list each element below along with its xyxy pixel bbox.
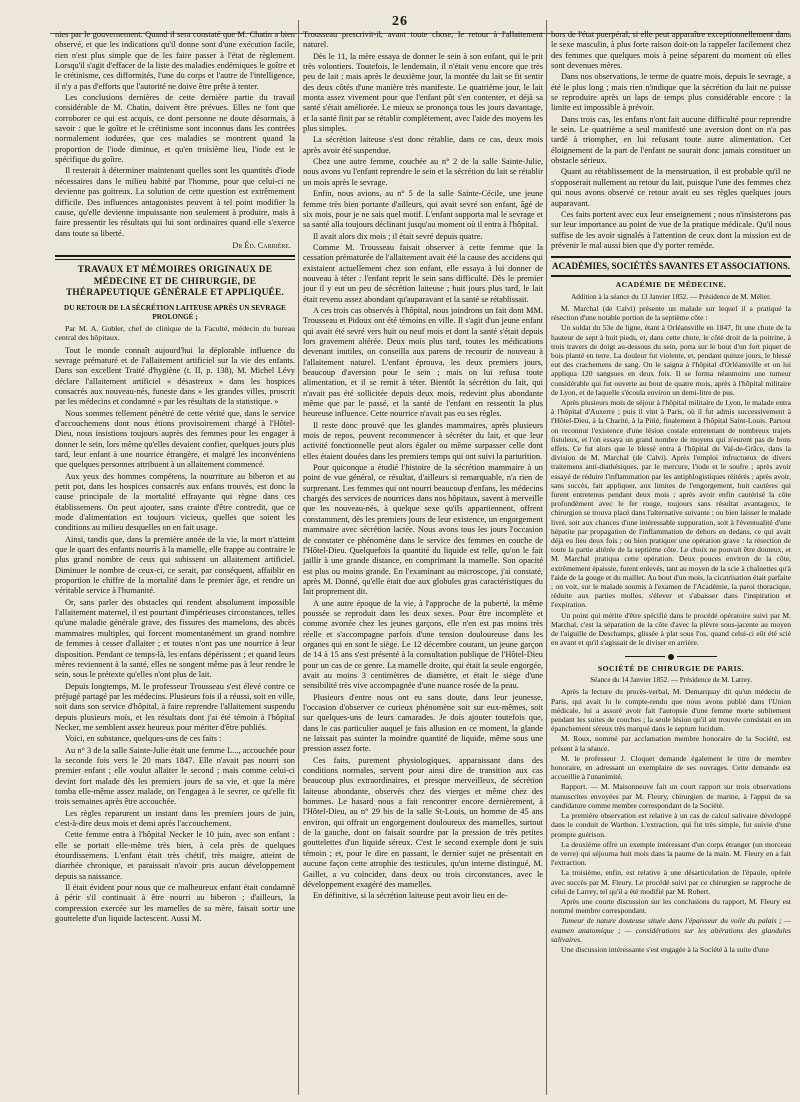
paragraph: Tumeur de nature douteuse située dans l'épaisseur du voile du palais ; — examen anatomique ; — considérations sur les altérations des glandules salivaires.	[551, 916, 791, 944]
column-1	[55, 30, 295, 1098]
paragraph: Tout le monde connaît aujourd'hui la déplorable influence du sevrage prématuré et de l'allaitement artificiel sur la vie des enfants. Dans son excellent Traité d'hygiène (t. II, p. 138), M. Michel Lévy déclare l'allaitement artificiel « désastreux » dans les hospices consacrés aux nouveau-nés, funeste dans » les grandes villes, proscrit par les médecins et condamné » par les résultats de la statistique. »	[55, 345, 295, 407]
paragraph: Dès le 11, la mère essaya de donner le sein à son enfant, qui le prit très volontiers. Toutefois, le lendemain, il n'était venu encore que très peu de lait ; mais après le deuxième jour, la montée du lait se fit sentir des deux côtés d'une manière très manifeste. Le quatrième jour, le lait monta assez vivement pour que l'enfant pût s'en contenter, et déjà sa santé s'était améliorée. Le mieux se prononça tous les jours davantage, et la santé finit par se rétablir complètement, avec l'aide des moyens les plus simples.	[303, 51, 543, 134]
paragraph: M. Marchal (de Calvi) présente un malade sur lequel il a pratiqué la résection d'une notable portion de la septième côte :	[551, 303, 791, 323]
paragraph: A une autre époque de la vie, à l'approche de la puberté, la même poussée se reproduit dans les deux sexes. Pour être incomplète et comme avortée chez les jeunes garçons, elle n'en est pas moins très réelle et s'accompagne parfois d'une tension douloureuse dans les organes qui en sont le siège. Le 12 décembre courant, un jeune garçon de 14 à 15 ans s'est présenté à la consultation publique de l'Hôtel-Dieu pour un cas de ce genre. La mamelle droite, qui était la seule engorgée, avait au moins 3 centimètres de diamètre, et était le siège d'une sensibilité très vive accompagnée d'une nuance rosée de la peau.	[303, 598, 543, 691]
paragraph: Après la lecture du procès-verbal, M. Demarquay dit qu'un médecin de Paris, qui avait lu le compte-rendu que nous avons publié dans l'Union médicale, lui a assuré avoir fait l'autopsie d'une femme morte subitement pendant les suites de couches ; la seule lésion qu'il ait trouvée consistait en un épanchement séreux très marqué dans le septum lucidum.	[551, 687, 791, 734]
academy-report	[551, 304, 791, 648]
paragraph: Après une courte discussion sur les conclusions du rapport, M. Fleury est nommé membre correspondant.	[551, 896, 791, 916]
paragraph: Trousseau prescrivit-il, avant toute chose, le retour à l'allaitement naturel.	[303, 30, 543, 50]
paragraph: Ainsi, tandis que, dans la première année de la vie, la mort n'atteint que le quart des enfants nourris à la mamelle, elle frappe au contraire le plus grand nombre de ceux qui subissent un allaitement artificiel. Diminuer le nombre de ceux-ci, ce serait, par conséquent, affaiblir en proportion le chiffre de la mortalité dans le premier âge, et rendre un véritable service à l'humanité.	[55, 534, 295, 596]
paragraph: Un point qui mérite d'être spécifié dans le procédé opératoire suivi par M. Marchal, c'est la séparation de la côte d'avec la plèvre sous-jacente au moyen de l'aiguille de Deschamps, glissée à plat sous l'os, quand celui-ci eût été scié en avant et qu'il s'agissait de le diviser en arrière.	[551, 610, 791, 648]
paragraph: Cette femme entra à l'hôpital Necker le 10 juin, avec son enfant : elle se portait elle-même très bien, à cela près de quelques étourdissemens. L'enfant était très chétif, très maigre, atteint de diarrhée chronique, et paraissait n'avoir pris aucun développement depuis sa naissance.	[55, 830, 295, 881]
column-divider	[298, 20, 299, 1095]
paragraph: Depuis longtemps, M. le professeur Trousseau s'est élevé contre ce préjugé partagé par les médecins. Plusieurs fois il a réussi, soit en ville, soit dans son service d'hôpital, à faire reprendre l'allaitement suspendu depuis plusieurs mois, et les résultats dont j'ai été témoin à l'hôpital Necker, me semblent assez heureux pour mériter d'être publiés.	[55, 681, 295, 732]
column-3	[551, 30, 791, 1098]
paragraph: Après plusieurs mois de séjour à l'hôpital militaire de Lyon, le malade entra à l'hôpital d'Auxerre ; puis il vint à Paris, où il fut admis successivement à l'Hôtel-Dieu, à la Charité, à la Pitié, finalement à l'hôpital Saint-Louis. Partout on reconnut l'existence d'une lésion costale entretenant de nombreux trajets fistuleux, et l'on essaya un grand nombre de moyens qui n'eurent pas de bons effets. Ce fut alors que le blessé entra à l'hôpital du Val-de-Grâce, dans la division de M. Marchal (de Calvi). Après l'emploi infructueux de divers traitemens anti-diathésiques, par le mercure, l'iode et le soufre ; après avoir essayé de réduire l'inflammation par les antiphlogistiques réitérés ; après avoir, sans succès, fait appliquer, aux limites de l'engorgement, huit cautères qui furent entretenus pendant deux mois ; après avoir enfin cautérisé la côte profondément avec le fer rouge, toujours sans résultat avantageux, le chirurgien se trouva placé dans l'alternative suivante : ou bien laisser le malade livré, soit aux chances d'une intéressable suppuration, soit à l'éventualité d'une hépatite par propagation de l'inflammation de dehors en dedans, ce qui avait déjà eu lieu deux fois ; ou bien pratiquer une opération grave : la résection de toute la partie altérée de la septième côte. Le choix ne pouvait être douteux, et M. Marchal pratiqua cette opération. Deux pouces environ de la côte, extrêmement épaissie, furent enlevés, tant au moyen de la scie à chaînettes qu'à l'aide de la gouge et du maillet. Au bout d'un mois, la cicatrisation était parfaite ; on voit, sur le malade soumis à l'examen de l'Académie, la paroi thoracique, réduite aux parties molles, s'élever et s'abaisser dans l'inspiration et l'expiration.	[551, 397, 791, 610]
society-title: SOCIÉTÉ DE CHIRURGIE DE PARIS.	[597, 663, 745, 673]
paragraph: La première observation est relative à un cas de calcul salivaire développé dans le conduit de Warthon. L'extraction, qui fut très simple, fut suivie d'une prompte guérison.	[551, 811, 791, 839]
paragraph: Aux yeux des hommes compétens, la nourriture au biberon et au petit pot, dans les hospices consacrés aux enfans trouvés, est donc la cause principale de la mortalité effrayante qui règne dans ces établissemens. On peut ajouter, sans crainte d'être contredit, que ce mode d'alimentation est toujours vicieux, quelles que soient les conditions au milieu desquelles on en fait usage.	[55, 471, 295, 533]
paragraph: Une discussion intéressante s'est engagée à la Société à la suite d'une	[561, 944, 769, 954]
paragraph: Nous sommes tellement pénétré de cette vérité que, dans le service d'accouchemens dont nous étions provisoirement chargé à l'Hôtel-Dieu, nous insistions toujours auprès des femmes pour les engager à donner le sein, lors même qu'elles devaient confier, quelques jours plus tard, leur enfant à une nourrice étrangère, et malgré les inconvéniens que quelques personnes attribuent à un allaitement commencé.	[55, 408, 295, 470]
paragraph: Au n° 3 de la salle Sainte-Julie était une femme L..., accouchée pour la seconde fois vers le 20 mars 1847. Elle n'avait pas nourri son premier enfant ; elle voulut allaiter le second ; mais comme celui-ci devint fort malade dès les premiers jours de sa vie, et que la mère tomba elle-même assez malade, on l'engagea à le sevrer, ce qu'elle fit trois semaines après être accouchée.	[55, 745, 295, 807]
article-title: DU RETOUR DE LA SÉCRÉTION LAITEUSE APRÈS UN SEVRAGE PROLONGÉ ;	[64, 303, 286, 321]
paragraph: Un soldat du 53e de ligne, étant à Orléansville en 1847, fit une chute de la hauteur de sept à huit pieds, et, dans cette chute, le côté droit de la poitrine, à trois travers de doigt au-dessous du sein, porta sur le bout d'un fort piquet de bois planté en terre. La douleur fut violente, et, pendant quinze jours, le blessé eut des crachemens de sang. On le saigna à l'hôpital d'Orléansville et on lui appliqua 120 sangsues en deux fois. Il se forma néanmoins une tumeur considérable qui fut ouverte au bout de quatre mois, après à l'hôpital militaire de Lyon, et de laquelle s'écoula environ un demi-litre de pus.	[551, 323, 791, 397]
session-line: Addition à la séance du 13 Janvier 1852. — Présidence de M. Mélier.	[571, 292, 771, 301]
paragraph: Plusieurs d'entre nous ont eu sans doute, dans leur jeunesse, l'occasion d'observer ce curieux phénomène soit sur eux-mêmes, soit sur quelques-uns de leurs camarades. Je dois ajouter toutefois que, dans le cas particulier auquel je fais allusion en ce moment, la glande ne laissait pas suinter la moindre quantité de liquide, même sous une pression assez forte.	[303, 692, 543, 754]
page-number: 26	[392, 14, 408, 29]
academy-title: ACADÉMIE DE MÉDECINE.	[615, 280, 727, 290]
paragraph: Voici, en substance, quelques-uns de ces faits :	[65, 734, 222, 744]
paragraph: La sécrétion laiteuse s'est donc rétablie, dans ce cas, deux mois après avoir été suspendue.	[303, 135, 543, 155]
paragraph: Enfin, nous avions, au n° 5 de la salle Sainte-Cécile, une jeune femme très bien portante d'ailleurs, qui avait sevré son enfant, âgé de six mois, pour je ne sais quel motif. L'enfant supporta mal le sevrage et sa santé alla toujours déclinant jusqu'au moment où il entra à l'hôpital.	[303, 189, 543, 230]
paragraph: Or, sans parler des obstacles qui rendent absolument impossible l'allaitement maternel, il est pourtant d'impérieuses circonstances, telles qu'une maladie générale grave, des fissures des mamelons, des abcès mammaires multiples, qui forcent momentanément un grand nombre de femmes à cesser d'allaiter ; et toutes n'ont pas une nourrice à leur disposition. Pendant ce temps-là, les enfans dépérissent ; et quand leurs mères reviennent à la santé, elles ne songent même pas à leur rendre le sein, sous le prétexte qu'elles n'ont plus de lait.	[55, 597, 295, 680]
paragraph: Il reste donc prouvé que les glandes mammaires, après plusieurs mois de repos, peuvent recommencer à sécréter du lait, et que leur activité fonctionnelle peut alors égaler ou même surpasser celle dont elles étaient douées dans les premiers temps qui ont suivi la parturition.	[303, 420, 543, 461]
paragraph: Les règles reparurent un instant dans les premiers jours de juin, c'est-à-dire deux mois et demi après l'accouchement.	[55, 808, 295, 828]
paragraph: Il resterait à déterminer maintenant quelles sont les quantités d'iode nécessaires dans le milieu habité par l'homme, pour que celui-ci ne devienne pas goitreux. La solution de cette question est extrêmement difficile. Des influences antagonistes peuvent à tel point modifier la cause, qu'elle devienne impuissante non seulement à produire, mais à faire pressentir les résultats qui lui sont ordinaires quand elle s'exerce dans toute sa liberté.	[55, 166, 295, 238]
paragraph: La troisième, enfin, est relative à une désarticulation de l'épaule, opérée avec succès par M. Fleury. Le procédé suivi par ce chirurgien se rapproche de celui de Larrey, tel qu'il a été modifié par M. Robert.	[551, 868, 791, 896]
paragraph: La deuxième offre un exemple intéressant d'un corps étranger (un morceau de verre) qui séjourna huit mois dans la paume de la main. M. Fleury en a fait l'extraction.	[551, 839, 791, 868]
section-title: TRAVAUX ET MÉMOIRES ORIGINAUX DE MÉDECINE ET DE CHIRURGIE, DE THÉRAPEUTIQUE GÉNÉRALE ET APPLIQUÉE.	[65, 265, 284, 299]
column-divider	[546, 20, 547, 1095]
author-signature: Dr Éd. Carrière.	[232, 240, 291, 250]
session-line: Séance du 14 Janvier 1852. — Présidence de M. Larrey.	[590, 676, 752, 685]
paragraph: M. Roux, nommé par acclamation membre honoraire de la Société, est présent à la séance.	[551, 734, 791, 753]
paragraph: Comme M. Trousseau faisait observer à cette femme que la cessation prématurée de l'allaitement avait été la cause des accidens qui existaient actuellement chez son enfant, elle essaya à lui donner de nouveau à téter : l'enfant reprit le sein sans difficulté. Dès le premier jour il y eut un peu de sécrétion laiteuse ; huit jours plus tard, le lait était revenu assez abondant qu'auparavant et la santé se rétablissait.	[303, 242, 543, 304]
paragraph: Dans nos observations, le terme de quatre mois, depuis le sevrage, a été le plus long ; mais rien n'indique que la sécrétion du lait ne puisse se reproduire après un laps de temps plus considérable encore : la limite est impossible à prévoir.	[551, 72, 791, 113]
section-rule	[55, 255, 295, 260]
paragraph: hors de l'état puerpéral, si elle peut apparaître exceptionnellement dans le sexe masculin, à plus forte raison doit-on la rappeler facilement chez des femmes que quelques mois à peine séparent du moment où elles sont devenues mères.	[551, 30, 791, 71]
paragraph: Ces faits portent avec eux leur enseignement ; nous n'insisterons pas sur leur importance au point de vue de la pratique médicale. Qu'il nous suffise de les avoir signalés à l'attention de ceux dont la mission est de prévenir le mal aussi bien que d'y porter remède.	[551, 209, 791, 250]
paragraph: Quant au rétablissement de la menstruation, il est probable qu'il ne s'opposerait nullement au retour du lait, puisque l'une des femmes chez qui nous avons observé ce retour avait eu ses règles quelques jours auparavant.	[551, 167, 791, 208]
academies-section-title: ACADÉMIES, SOCIÉTÉS SAVANTES ET ASSOCIATIONS.	[551, 256, 791, 277]
society-report	[551, 687, 791, 954]
paragraph: Rapport. — M. Maisonneuve fait un court rapport sur trois observations manuscrites envoyées par M. Fleury, chirurgien de marine, à l'appui de sa candidature comme membre correspondant de la Société.	[551, 782, 791, 810]
paragraph: nies par le gouvernement. Quand il sera constaté que M. Chatin a bien observé, et que les indications qu'il donne sont d'une exécution facile, rien n'est plus simple que de les faire passer à l'état de règlement. Lorsqu'il s'agit d'effacer de la liste des maladies endémiques le goître et le crétinisme, ces difformités, l'une du corps et l'autre de l'intelligence, il n'y a pas d'efforts que l'autorité ne doive être prête à tenter.	[55, 30, 295, 91]
paragraph: Les conclusions dernières de cette dernière partie du travail considérable de M. Chatin, doivent être prévues. Elles ne font que corroborer ce qui est acquis, ce dont personne ne doute désormais, à savoir : que le goître et le crétinisme sont inconnus dans les contrées normalement iodurées, que ces maladies se montrent quand la proportion de l'iode diminue, et qu'en troisième lieu, l'iode est le spécifique du goître.	[55, 93, 295, 165]
article-byline: Par M. A. Gubler, chef de clinique de la Faculté, médecin du bureau central des hôpitaux.	[55, 323, 295, 343]
paragraph: Dans trois cas, les enfans n'ont fait aucune difficulté pour reprendre le sein. Le quatrième a seul manifesté une aversion dont on n'a pas tardé à triompher, en lui refusant toute autre alimentation. Cet éloignement de la part de l'enfant ne saurait donc jamais constituer un obstacle sérieux.	[551, 114, 791, 166]
paragraph: Pour quiconque a étudié l'histoire de la sécrétion mammaire à un point de vue général, ce résultat, d'ailleurs si remarquable, n'a rien de surprenant. Les femmes qui ont nourri beaucoup d'enfans, les médecins chargés des services de nourrices dans nos hôpitaux, savent à merveille que les nouveau-nés, à quelque sexe qu'ils appartiennent, offrent constamment, dès les premiers jours de leur existence, un engorgement mammaire avec sécrétion lactée. Nous avons tous les jours l'occasion de constater ce phénomène dans le service des femmes en couche de l'Hôtel-Dieu. Quelquefois la quantité du liquide est telle, qu'on le fait jaillir à une grande distance, en comprimant la mamelle. Son opacité est plus ou moins grande. En l'examinant au microscope, j'ai constaté, après M. Donné, qu'elle était due aux globules gras caractéristiques du lait proprement dit.	[303, 463, 543, 597]
paragraph: A ces trois cas observés à l'hôpital, nous joindrons un fait dont MM. Trousseau et Pidoux ont été témoins en ville. Il s'agit d'un jeune enfant qui avait été sevré vers huit ou neuf mois et dont la santé s'était depuis lors gravement altérée. Deux mois plus tard, toutes les médications devenant inutiles, on conseilla aux parens de recourir de nouveau à l'allaitement naturel. L'enfant éprouva, les deux premiers jours, beaucoup d'aversion pour le sein ; mais on lui refusa toute alimentation, et il se remit à téter. Bientôt la sécrétion du lait, qui n'avait pas été sollicitée depuis deux mois, redevint plus abondante même que par le passé, et la santé de l'enfant en ressentit la plus heureuse influence. Cette nourrice n'avait pas eu ses règles.	[303, 305, 543, 419]
paragraph: Chez une autre femme, couchée au n° 2 de la salle Sainte-Julie, nous avons vu l'enfant reprendre le sein et la sécrétion du lait se rétablir un mois après le sevrage.	[303, 157, 543, 187]
paragraph: En définitive, si la sécrétion laiteuse peut avoir lieu en de-	[313, 891, 508, 901]
paragraph: Ces faits, purement physiologiques, apparaissant dans des conditions normales, servent pour ainsi dire de transition aux cas beaucoup plus extraordinaires, et presque merveilleux, de sécrétion laiteuse abondante, observés chez des vierges et même chez des hommes. Le hasard nous a fait rencontrer encore dernièrement, à l'Hôtel-Dieu, au n° 29 bis de la salle St-Louis, un homme de 45 ans environ, qui offrait un engorgement douloureux des mamelles, surtout de la gauche, dont on faisait sourdre par la pression de très petites gouttelettes d'un liquide séreux. C'est le second exemple dont je suis témoin ; et, pour le dire en passant, le dernier sujet ne présentait en aucune façon cette atrophie des testicules, qu'un interne distingué, M. Gaillet, a vu coïncider, dans deux ou trois circonstances, avec le développement exagéré des mamelles.	[303, 755, 543, 889]
column-2	[303, 30, 543, 1098]
paragraph: M. le professeur J. Cloquet demande également le titre de membre honoraire, en adressant un exemplaire de ses ouvrages. Cette demande est accueillie à l'unanimité.	[551, 753, 791, 782]
paragraph: Il avait alors dix mois ; il était sevré depuis quatre.	[313, 231, 483, 241]
paragraph: Il était évident pour nous que ce malheureux enfant était condamné à périr s'il continuait à être nourri au biberon ; d'ailleurs, la compression exercée sur les mamelles de sa mère, faisait sortir une gouttelette d'un liquide lactescent. Aussi M.	[55, 883, 295, 924]
ornament-divider	[551, 651, 791, 661]
